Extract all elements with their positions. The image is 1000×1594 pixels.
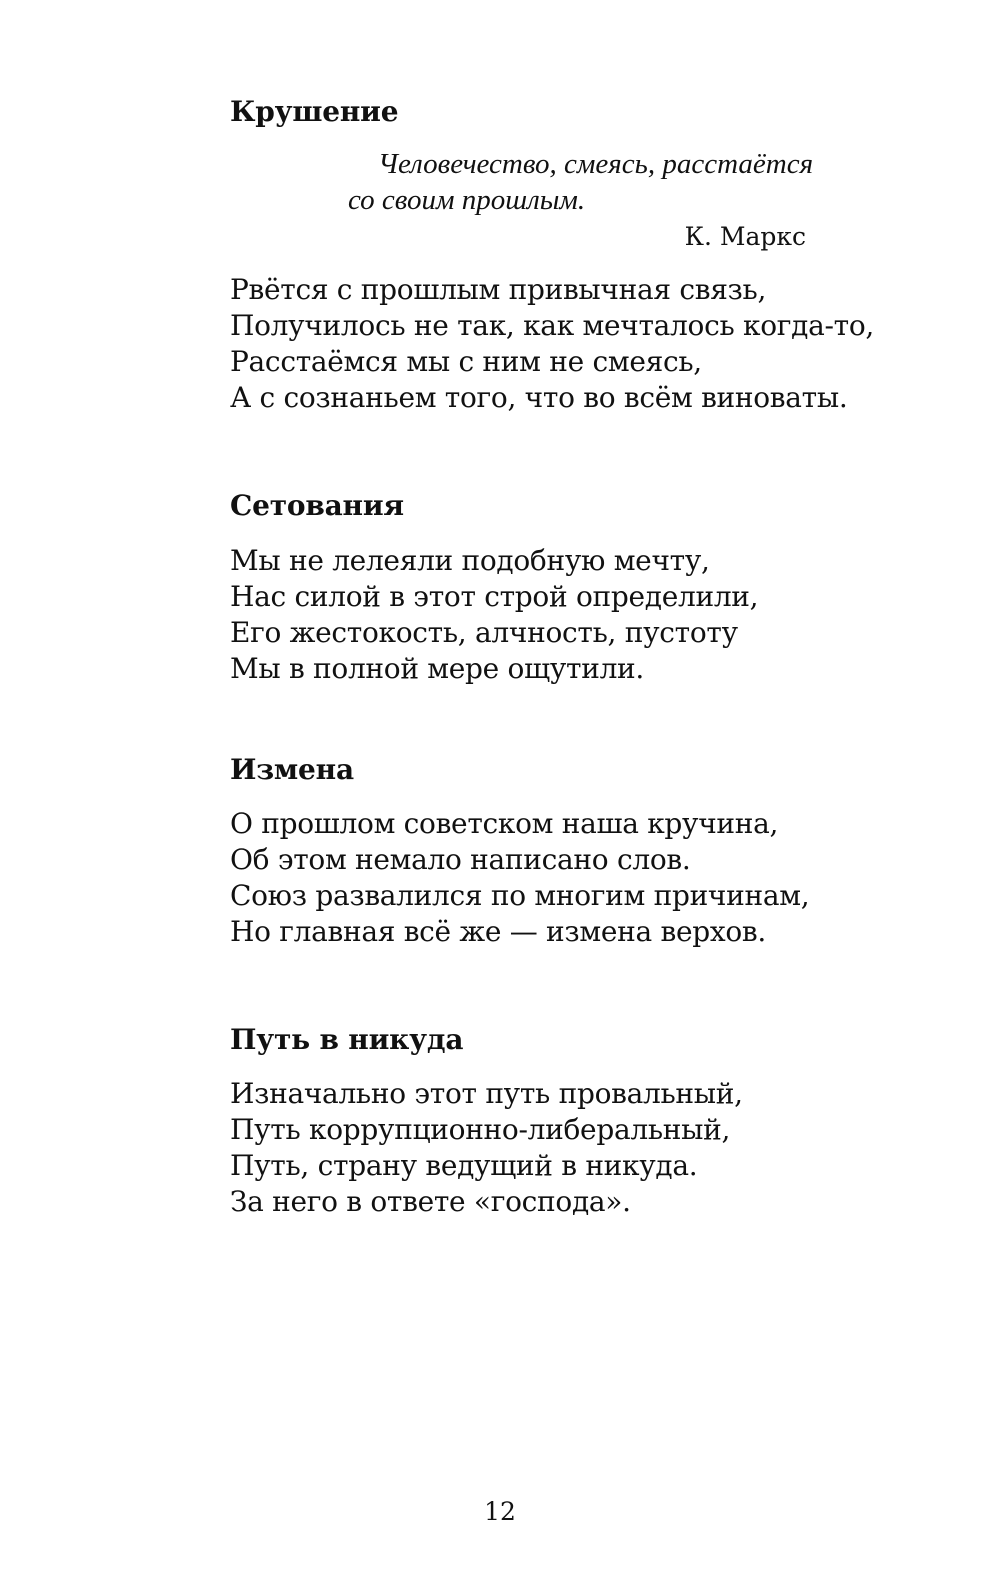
verse-line: Но главная всё же — измена верхов. xyxy=(230,915,766,948)
verse-line: Мы не лелеяли подобную мечту, xyxy=(230,544,710,577)
verse-line: Путь коррупционно-либеральный, xyxy=(230,1113,731,1146)
verse-line: О прошлом советском наша кручина, xyxy=(230,807,779,840)
verse-line: Союз развалился по многим причинам, xyxy=(230,879,810,912)
verse-line: Его жестокость, алчность, пустоту xyxy=(230,616,738,649)
verse-line: Путь, страну ведущий в никуда. xyxy=(230,1149,698,1182)
epigraph-line: Человечество, смеясь, расстаётся xyxy=(378,148,814,180)
epigraph xyxy=(230,146,814,254)
poem-title-krushenie: Крушение xyxy=(230,95,399,128)
verse-line: Мы в полной мере ощутили. xyxy=(230,652,645,685)
poem-stanza-krushenie xyxy=(230,272,874,416)
poem-stanza-izmena xyxy=(230,806,809,950)
verse-line: Расстаёмся мы с ним не смеясь, xyxy=(230,345,702,378)
poem-stanza-put-v-nikuda xyxy=(230,1076,743,1220)
poem-title-izmena: Измена xyxy=(230,753,354,786)
verse-line: А с сознаньем того, что во всём виноваты. xyxy=(230,381,848,414)
verse-line: Изначально этот путь провальный, xyxy=(230,1077,743,1110)
verse-line: Нас силой в этот строй определили, xyxy=(230,580,759,613)
epigraph-line: со своим прошлым. xyxy=(348,184,586,216)
poem-title-setovaniya: Сетования xyxy=(230,489,404,522)
verse-line: За него в ответе «господа». xyxy=(230,1185,631,1218)
page-number: 12 xyxy=(484,1497,516,1526)
verse-line: Получилось не так, как мечталось когда-то, xyxy=(230,309,874,342)
epigraph-author: К. Маркс xyxy=(684,222,806,251)
verse-line: Рвётся с прошлым привычная связь, xyxy=(230,273,767,306)
poem-title-put-v-nikuda: Путь в никуда xyxy=(230,1023,464,1056)
verse-line: Об этом немало написано слов. xyxy=(230,843,691,876)
poem-stanza-setovaniya xyxy=(230,543,758,687)
